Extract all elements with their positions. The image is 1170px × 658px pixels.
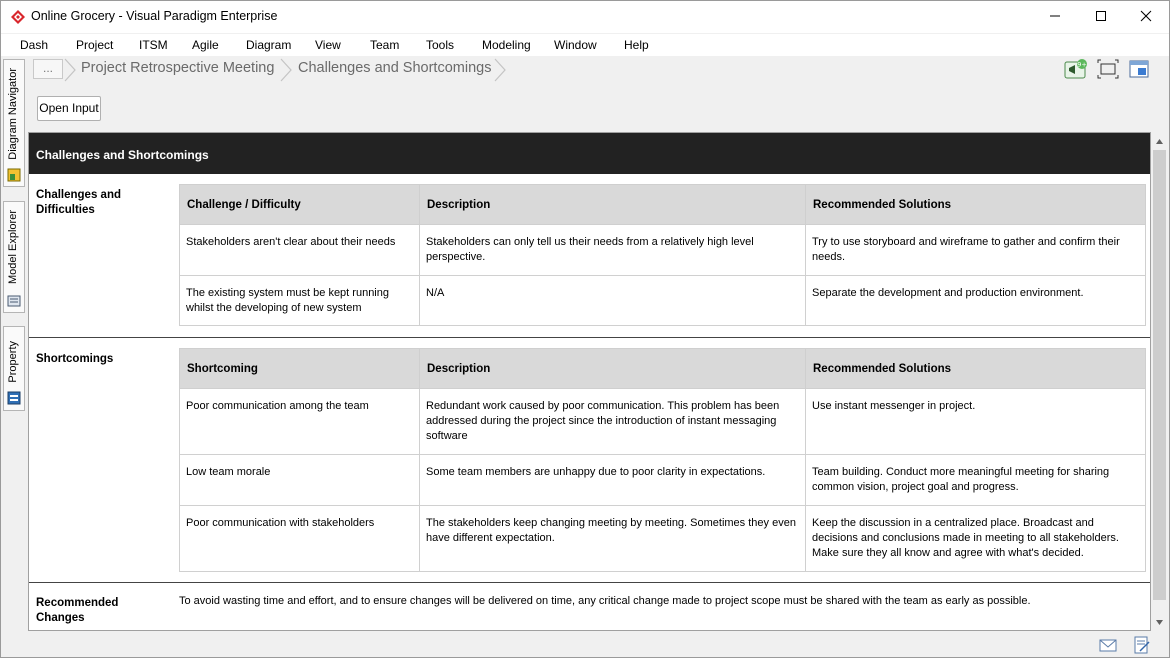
- menu-itsm[interactable]: ITSM: [139, 38, 168, 52]
- table-row: [180, 389, 1146, 455]
- table-cell[interactable]: Use instant messenger in project.: [806, 389, 1146, 455]
- shortcomings-table: [179, 348, 1146, 572]
- recommended-changes-label: Recommended Changes: [36, 597, 119, 624]
- fit-diagram-icon: [1097, 59, 1119, 79]
- maximize-icon: [1095, 10, 1107, 22]
- table-row: [180, 506, 1146, 572]
- table-row: [180, 455, 1146, 506]
- scrollbar-thumb[interactable]: [1153, 150, 1166, 600]
- menu-view[interactable]: View: [315, 38, 341, 52]
- menu-diagram[interactable]: Diagram: [246, 38, 292, 52]
- table-cell[interactable]: The stakeholders keep changing meeting by meeting. Sometimes they even have different expectation.: [420, 506, 806, 572]
- mail-button[interactable]: [1098, 636, 1118, 654]
- challenges-label: Challenges and Difficulties: [36, 189, 121, 216]
- column-header: Description: [420, 185, 806, 225]
- table-cell[interactable]: Keep the discussion in a centralized place. Broadcast and decisions and conclusions made in meeting to all stakeholders. Make sure they all know and agree with what's decided.: [806, 506, 1146, 572]
- table-cell[interactable]: Poor communication among the team: [180, 389, 420, 455]
- tab-model-explorer-label: Model Explorer: [7, 210, 19, 284]
- tab-model-explorer[interactable]: [3, 201, 25, 313]
- column-header: Recommended Solutions: [806, 349, 1146, 389]
- title-bar: [1, 1, 1169, 33]
- recommended-changes-text[interactable]: To avoid wasting time and effort, and to ensure changes will be delivered on time, any critical change made to project scope must be shared with the team as early as possible.: [179, 595, 1031, 607]
- scroll-up-icon[interactable]: [1155, 137, 1164, 146]
- table-header-row: [180, 185, 1146, 225]
- left-panel-tabs: [1, 56, 27, 636]
- notes-icon: [1132, 636, 1152, 654]
- table-cell[interactable]: Poor communication with stakeholders: [180, 506, 420, 572]
- menu-window[interactable]: Window: [554, 38, 597, 52]
- breadcrumb-chevron-icon: [493, 58, 507, 82]
- mail-icon: [1098, 636, 1118, 654]
- document-panel: [28, 132, 1151, 631]
- notification-badge: 9+: [1077, 60, 1087, 69]
- table-row: [180, 225, 1146, 276]
- table-row: [180, 276, 1146, 326]
- menu-bar: [1, 34, 1169, 56]
- column-header: Description: [420, 349, 806, 389]
- table-cell[interactable]: N/A: [420, 276, 806, 326]
- status-bar: [1, 633, 1169, 657]
- diagram-navigator-icon: [7, 168, 21, 182]
- tab-diagram-navigator-label: Diagram Navigator: [7, 68, 19, 160]
- menu-dash[interactable]: Dash: [20, 38, 49, 52]
- window-title: Online Grocery - Visual Paradigm Enterprise: [31, 9, 278, 23]
- section-divider: [29, 582, 1151, 583]
- panel-layout-button[interactable]: [1128, 59, 1150, 79]
- close-icon: [1140, 10, 1152, 22]
- tab-property[interactable]: [3, 326, 25, 411]
- menu-agile[interactable]: Agile: [192, 38, 219, 52]
- challenges-table: [179, 184, 1146, 326]
- table-cell[interactable]: Some team members are unhappy due to poor clarity in expectations.: [420, 455, 806, 506]
- table-cell[interactable]: Try to use storyboard and wireframe to gather and confirm their needs.: [806, 225, 1146, 276]
- menu-help[interactable]: Help: [624, 38, 649, 52]
- notes-button[interactable]: [1132, 636, 1152, 654]
- breadcrumb-item-retrospective[interactable]: Project Retrospective Meeting: [81, 60, 275, 76]
- breadcrumb-ellipsis[interactable]: ...: [33, 59, 63, 79]
- open-input-button[interactable]: Open Input: [37, 96, 101, 121]
- tab-property-label: Property: [7, 341, 19, 383]
- breadcrumb-chevron-icon: [279, 58, 293, 82]
- close-button[interactable]: [1123, 1, 1169, 31]
- scroll-down-icon[interactable]: [1155, 618, 1164, 627]
- column-header: Challenge / Difficulty: [180, 185, 420, 225]
- table-cell[interactable]: Low team morale: [180, 455, 420, 506]
- model-explorer-icon: [7, 294, 21, 308]
- minimize-icon: [1049, 10, 1061, 22]
- table-header-row: [180, 349, 1146, 389]
- table-cell[interactable]: Team building. Conduct more meaningful meeting for sharing common vision, project goal and progress.: [806, 455, 1146, 506]
- breadcrumb-chevron-icon: [63, 58, 77, 82]
- breadcrumb-item-challenges[interactable]: Challenges and Shortcomings: [298, 60, 492, 76]
- fit-diagram-button[interactable]: [1097, 59, 1119, 79]
- section-divider: [29, 337, 1151, 338]
- vertical-scrollbar[interactable]: [1151, 132, 1168, 631]
- minimize-button[interactable]: [1032, 1, 1078, 31]
- table-cell[interactable]: Stakeholders aren't clear about their needs: [180, 225, 420, 276]
- table-cell[interactable]: Stakeholders can only tell us their needs from a relatively high level perspective.: [420, 225, 806, 276]
- table-cell[interactable]: Separate the development and production environment.: [806, 276, 1146, 326]
- announcement-icon: [1064, 59, 1088, 79]
- breadcrumb: [31, 57, 1167, 83]
- tab-diagram-navigator[interactable]: [3, 59, 25, 187]
- shortcomings-label: Shortcomings: [36, 353, 114, 365]
- table-cell[interactable]: The existing system must be kept running whilst the developing of new system: [180, 276, 420, 326]
- menu-team[interactable]: Team: [370, 38, 400, 52]
- column-header: Shortcoming: [180, 349, 420, 389]
- panel-layout-icon: [1128, 59, 1150, 79]
- column-header: Recommended Solutions: [806, 185, 1146, 225]
- menu-project[interactable]: Project: [76, 38, 114, 52]
- table-cell[interactable]: Redundant work caused by poor communication. This problem has been addressed during the project since the introduction of instant messaging software: [420, 389, 806, 455]
- property-icon: [7, 391, 21, 405]
- menu-tools[interactable]: Tools: [426, 38, 455, 52]
- menu-modeling[interactable]: Modeling: [482, 38, 531, 52]
- app-logo-icon: [10, 9, 26, 25]
- announcement-button[interactable]: [1064, 59, 1086, 79]
- maximize-button[interactable]: [1078, 1, 1124, 31]
- section-title: Challenges and Shortcomings: [29, 133, 1151, 174]
